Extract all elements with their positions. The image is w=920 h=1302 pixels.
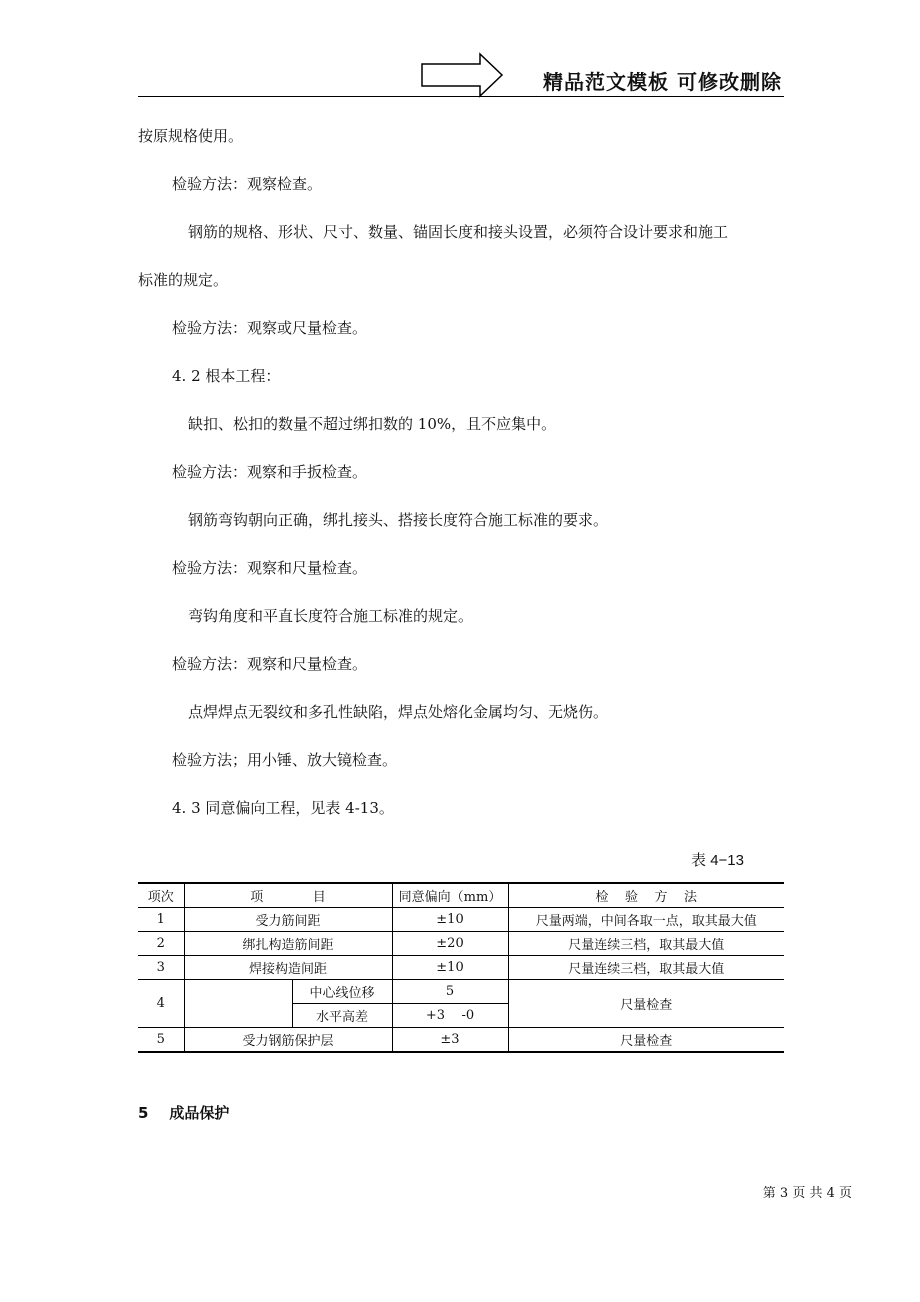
header-index: 项次 [138, 883, 184, 908]
cell-tolerance: ±3 [392, 1028, 508, 1053]
paragraph: 检验方法：观察和手扳检查。 [172, 463, 368, 481]
cell-index: 1 [138, 908, 184, 932]
cell-item: 受力钢筋保护层 [184, 1028, 392, 1053]
table-header-row [138, 883, 784, 908]
paragraph: 检验方法；用小锤、放大镜检查。 [172, 751, 398, 769]
table-row [138, 932, 784, 956]
cell-method: 尺量连续三档，取其最大值 [508, 932, 784, 956]
header-divider [138, 96, 784, 97]
cell-subitem: 水平高差 [292, 1004, 392, 1028]
cell-method: 尺量连续三档，取其最大值 [508, 956, 784, 980]
paragraph: 标准的规定。 [138, 271, 229, 289]
page-number: 第 3 页 共 4 页 [762, 1186, 852, 1201]
table-row [138, 1028, 784, 1053]
paragraph: 检验方法：观察或尺量检查。 [172, 319, 368, 337]
cell-index: 2 [138, 932, 184, 956]
header-title: 精品范文模板 可修改删除 [543, 70, 782, 94]
table-row [138, 980, 784, 1004]
paragraph: 缺扣、松扣的数量不超过绑扣数的 10%，且不应集中。 [188, 415, 557, 433]
cell-method: 尺量检查 [508, 1028, 784, 1053]
section-5-heading: 5 成品保护 [138, 1104, 230, 1122]
right-arrow-outline-icon [420, 52, 504, 98]
header-item: 项 目 [184, 883, 392, 908]
paragraph: 检验方法：观察和尺量检查。 [172, 655, 368, 673]
cell-tolerance: ±10 [392, 956, 508, 980]
header-tolerance: 同意偏向（mm） [392, 883, 508, 908]
tolerance-table [138, 882, 784, 1053]
cell-index: 5 [138, 1028, 184, 1053]
paragraph: 检验方法：观察和尺量检查。 [172, 559, 368, 577]
cell-item: 绑扎构造筋间距 [184, 932, 392, 956]
cell-index: 3 [138, 956, 184, 980]
section-heading: 4. 2 根本工程： [172, 367, 281, 385]
table-caption: 表 4−13 [691, 852, 744, 869]
paragraph: 点焊焊点无裂纹和多孔性缺陷，焊点处熔化金属均匀、无烧伤。 [188, 703, 609, 721]
cell-index: 4 [138, 980, 184, 1028]
cell-method: 尺量两端，中间各取一点，取其最大值 [508, 908, 784, 932]
cell-tolerance: ±20 [392, 932, 508, 956]
table-row [138, 908, 784, 932]
paragraph: 钢筋的规格、形状、尺寸、数量、锚固长度和接头设置，必须符合设计要求和施工 [188, 223, 729, 241]
header-method: 检 验 方 法 [508, 883, 784, 908]
cell-subitem: 中心线位移 [292, 980, 392, 1004]
cell-method: 尺量检查 [508, 980, 784, 1028]
paragraph: 按原规格使用。 [138, 127, 244, 145]
paragraph: 弯钩角度和平直长度符合施工标准的规定。 [188, 607, 474, 625]
table-row [138, 956, 784, 980]
cell-tolerance: ±10 [392, 908, 508, 932]
section-heading: 4. 3 同意偏向工程，见表 4-13。 [172, 799, 394, 817]
paragraph: 钢筋弯钩朝向正确，绑扎接头、搭接长度符合施工标准的要求。 [188, 511, 609, 529]
paragraph: 检验方法：观察检查。 [172, 175, 323, 193]
cell-item [184, 980, 292, 1028]
cell-tolerance: 5 [392, 980, 508, 1004]
cell-item: 受力筋间距 [184, 908, 392, 932]
cell-tolerance: +3 -0 [392, 1004, 508, 1028]
cell-item: 焊接构造间距 [184, 956, 392, 980]
